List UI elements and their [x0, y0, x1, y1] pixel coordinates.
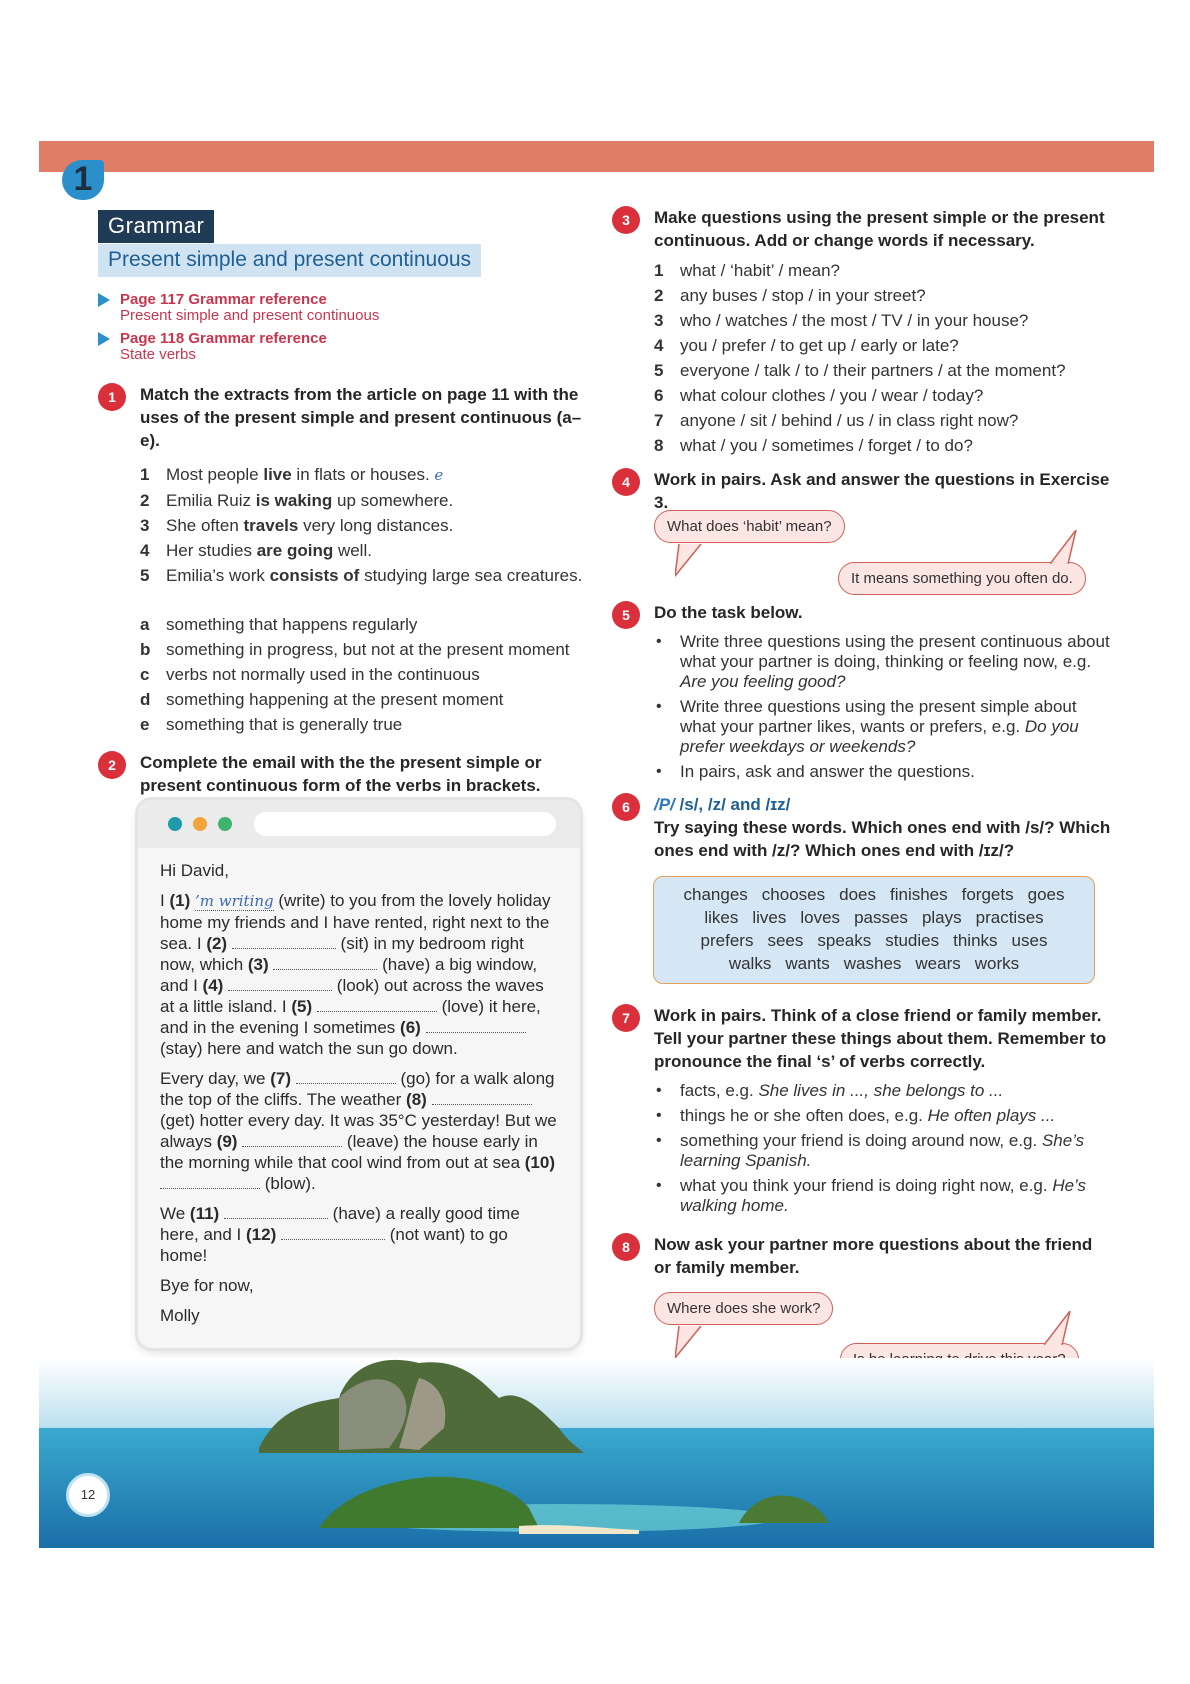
grammar-tag: Grammar — [98, 210, 214, 243]
email-paragraph-2: Every day, we (7) (go) for a walk along the top of the cliffs. The weather (8) (get) hotter every day. It was 35°C yesterday! But we always (9) (leave) the house early in the morning while that cool wind from out at sea (10) (blow). — [160, 1069, 557, 1193]
email-greeting: Hi David, — [160, 861, 229, 880]
bubble-tail-icon — [1050, 530, 1080, 564]
grammar-references — [98, 291, 588, 363]
email-signoff: Bye for now, — [160, 1276, 254, 1295]
list-item: 4 you / prefer / to get up / early or late? — [654, 336, 959, 355]
list-item: a something that happens regularly — [140, 615, 418, 634]
answer-blank[interactable] — [232, 935, 336, 949]
exercise-instruction: Try saying these words. Which ones end with /s/? Which ones end with /z/? Which ones end with /ɪz/? — [654, 818, 1111, 860]
exercise-2 — [98, 751, 588, 797]
email-paragraph-1: I (1) ’m writing (write) to you from the lovely holiday home my friends and I have rented, right next to the sea. I (2) (sit) in my bedroom right now, which (3) (have) a big window, and I (4) (look) out across the waves at a little island. I (5) (love) it here, and in the evening I sometimes (6) (stay) here and watch the sun go down. — [160, 891, 551, 1058]
sentence-list — [140, 462, 588, 588]
list-item: 1 Most people live in flats or houses. e — [140, 465, 444, 484]
answer-blank[interactable] — [224, 1205, 328, 1219]
exercise-5 — [612, 601, 1112, 787]
left-column — [98, 210, 588, 797]
handwritten-example-answer: ’m writing — [194, 892, 274, 910]
list-item: • something your friend is doing around now, e.g. She’s learning Spanish. — [654, 1131, 1112, 1171]
play-arrow-icon — [98, 332, 110, 346]
email-window-bar — [138, 800, 580, 848]
answer-blank[interactable] — [273, 956, 377, 970]
list-item: • what you think your friend is doing right now, e.g. He’s walking home. — [654, 1176, 1112, 1216]
exercise-3 — [612, 206, 1112, 458]
list-item: 1 what / ‘habit’ / mean? — [654, 261, 841, 280]
exercise-number: 6 — [612, 793, 640, 821]
reference-link[interactable]: Page 118 Grammar reference — [120, 330, 327, 347]
speech-bubble-question: What does ‘habit’ mean? — [654, 510, 845, 543]
exercise-number: 1 — [98, 383, 126, 411]
handwritten-answer: e — [434, 466, 444, 484]
answer-blank[interactable] — [317, 998, 437, 1012]
window-dot-icon — [193, 817, 207, 831]
exercise-7 — [612, 1004, 1112, 1221]
email-card — [138, 800, 580, 1348]
unit-number: 1 — [73, 160, 93, 198]
list-item: • facts, e.g. She lives in ..., she belongs to ... — [654, 1081, 1112, 1101]
exercise-1 — [98, 383, 588, 737]
email-body — [138, 848, 580, 1326]
answer-blank[interactable] — [228, 977, 332, 991]
exercise-instruction: Work in pairs. Think of a close friend or family member. Tell your partner these things about them. Remember to pronounce the final ‘s’ of verbs correctly. — [654, 1006, 1107, 1071]
list-item: c verbs not normally used in the continuous — [140, 665, 480, 684]
email-paragraph-3: We (11) (have) a really good time here, and I (12) (not want) to go home! — [160, 1204, 520, 1265]
answer-blank[interactable] — [242, 1133, 342, 1147]
exercise-instruction: Do the task below. — [654, 603, 803, 622]
address-bar — [254, 812, 556, 836]
answer-blank[interactable] — [160, 1175, 260, 1189]
word-row: prefers sees speaks studies thinks uses — [700, 931, 1048, 950]
window-dot-icon — [218, 817, 232, 831]
island-illustration — [39, 1358, 1154, 1548]
reference-subtitle: State verbs — [120, 346, 196, 363]
exercise-instruction: Complete the email with the the present simple or present continuous form of the verbs in brackets. — [140, 753, 542, 795]
exercise-instruction: Match the extracts from the article on page 11 with the uses of the present simple and present continuous (a–e). — [140, 385, 582, 450]
list-item: • In pairs, ask and answer the questions. — [654, 762, 1112, 782]
page-number-badge: 12 — [66, 1473, 110, 1517]
question-list — [654, 258, 1112, 458]
island-photo — [39, 1358, 1154, 1548]
exercise-number: 8 — [612, 1233, 640, 1261]
list-item: 4 Her studies are going well. — [140, 541, 372, 560]
email-signature: Molly — [160, 1306, 200, 1325]
list-item: 3 She often travels very long distances. — [140, 516, 454, 535]
answer-blank[interactable] — [296, 1070, 396, 1084]
list-item: 8 what / you / sometimes / forget / to do? — [654, 436, 973, 455]
exercise-8 — [612, 1233, 1112, 1279]
right-column — [612, 206, 1112, 514]
answer-blank[interactable] — [281, 1226, 385, 1240]
exercise-instruction: Work in pairs. Ask and answer the questions in Exercise 3. — [654, 470, 1110, 512]
bubble-tail-icon — [1044, 1311, 1074, 1345]
list-item: 5 everyone / talk / to / their partners / at the moment? — [654, 361, 1066, 380]
speech-bubble-answer: It means something you often do. — [838, 562, 1086, 595]
list-item: 6 what colour clothes / you / wear / today? — [654, 386, 984, 405]
task-list — [654, 632, 1112, 782]
answer-blank[interactable] — [426, 1019, 526, 1033]
list-item: 7 anyone / sit / behind / us / in class right now? — [654, 411, 1019, 430]
exercise-6 — [612, 793, 1112, 984]
exercise-instruction: Make questions using the present simple or the present continuous. Add or change words if necessary. — [654, 208, 1105, 250]
window-dot-icon — [168, 817, 182, 831]
exercise-number: 7 — [612, 1004, 640, 1032]
reference-subtitle: Present simple and present continuous — [120, 307, 380, 324]
exercise-heading: /s/, /z/ and /ɪz/ — [679, 795, 791, 814]
list-item: b something in progress, but not at the present moment — [140, 640, 570, 659]
pronunciation-icon: /P/ — [654, 795, 675, 814]
word-row: changes chooses does finishes forgets goes — [683, 885, 1065, 904]
word-box — [653, 876, 1095, 984]
reference-1[interactable] — [98, 291, 588, 324]
reference-2[interactable] — [98, 330, 588, 363]
list-item: 2 Emilia Ruiz is waking up somewhere. — [140, 491, 454, 510]
word-row: likes lives loves passes plays practises — [704, 908, 1044, 927]
exercise-4 — [612, 468, 1112, 514]
task-list — [654, 1081, 1112, 1216]
bubble-tail-icon — [675, 544, 705, 578]
unit-header-band — [39, 141, 1154, 172]
exercise-number: 2 — [98, 751, 126, 779]
exercise-number: 3 — [612, 206, 640, 234]
uses-list — [140, 612, 588, 737]
answer-blank[interactable] — [432, 1091, 532, 1105]
reference-link[interactable]: Page 117 Grammar reference — [120, 291, 327, 308]
list-item: d something happening at the present moment — [140, 690, 504, 709]
list-item: 3 who / watches / the most / TV / in your house? — [654, 311, 1029, 330]
list-item: • Write three questions using the present simple about what your partner likes, wants or prefers, e.g. Do you prefer weekdays or weekends? — [654, 697, 1112, 757]
list-item: 5 Emilia’s work consists of studying large sea creatures. — [140, 566, 583, 585]
exercise-instruction: Now ask your partner more questions about the friend or family member. — [654, 1235, 1093, 1277]
list-item: • things he or she often does, e.g. He often plays ... — [654, 1106, 1112, 1126]
word-row: walks wants washes wears works — [728, 954, 1020, 973]
play-arrow-icon — [98, 293, 110, 307]
list-item: • Write three questions using the present continuous about what your partner is doing, thinking or feeling now, e.g. Are you feeling good? — [654, 632, 1112, 692]
list-item: 2 any buses / stop / in your street? — [654, 286, 926, 305]
bubble-tail-icon — [675, 1326, 705, 1360]
section-title: Present simple and present continuous — [98, 244, 481, 277]
list-item: e something that is generally true — [140, 715, 403, 734]
exercise-number: 5 — [612, 601, 640, 629]
exercise-number: 4 — [612, 468, 640, 496]
speech-bubble-question: Where does she work? — [654, 1292, 833, 1325]
